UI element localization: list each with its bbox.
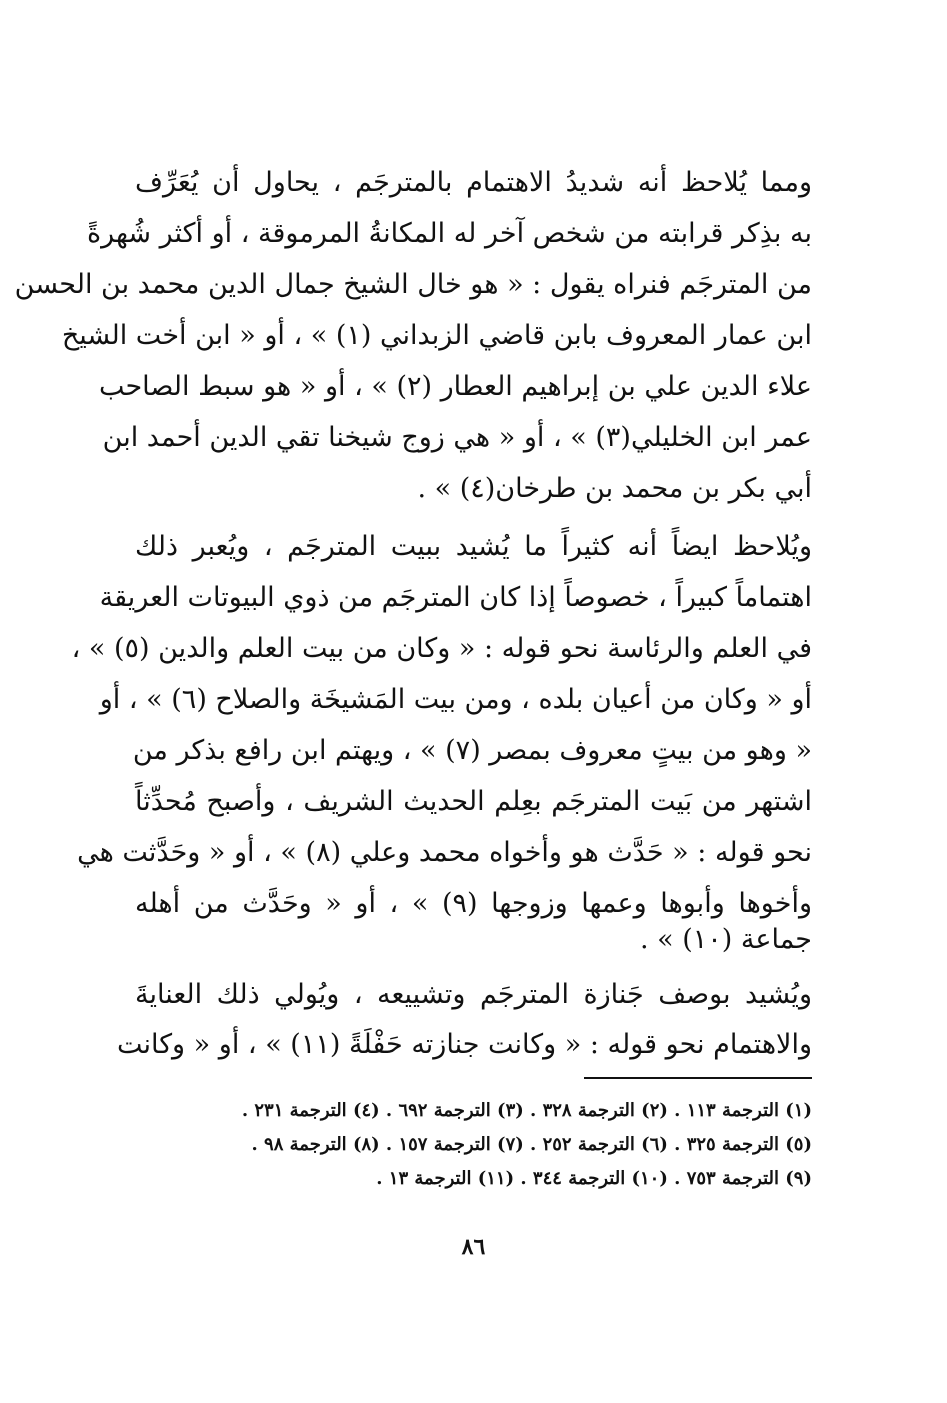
text-line: نحو قوله : « حَدَّث هو وأخواه محمد وعلي (٨) » ، أو « وحَدَّثت هي [77, 837, 812, 868]
text-line: عمر ابن الخليلي(٣) » ، أو « هي زوج شيخنا تقي الدين أحمد ابن [102, 422, 812, 453]
text-line: في العلم والرئاسة نحو قوله : « وكان من بيت العلم والدين (٥) » ، [71, 633, 812, 664]
text-line: ومما يُلاحظ أنه شديدُ الاهتمام بالمترجَم ، يحاول أن يُعَرِّف [135, 167, 812, 198]
text-line: من المترجَم فنراه يقول : « هو خال الشيخ جمال الدين محمد بن الحسن [14, 269, 812, 300]
footnote-line: (١) الترجمة ١١٣ . (٢) الترجمة ٣٢٨ . (٣) الترجمة ٦٩٢ . (٤) الترجمة ٢٣١ . [241, 1100, 812, 1121]
text-line: اهتماماً كبيراً ، خصوصاً إذا كان المترجَم من ذوي البيوتات العريقة [99, 582, 812, 613]
text-line: ويُشيد بوصف جَنازة المترجَم وتشييعه ، ويُولي ذلك العنايةَ [135, 979, 812, 1010]
footnote-line: (٩) الترجمة ٧٥٣ . (١٠) الترجمة ٣٤٤ . (١١) الترجمة ١٣ . [376, 1168, 812, 1189]
text-line: به بذِكر قرابته من شخص آخر له المكانةُ المرموقة ، أو أكثر شُهرةً [86, 218, 812, 249]
text-line: وأخوها وأبوها وعمها وزوجها (٩) » ، أو « وحَدَّث من أهله [135, 888, 812, 919]
text-line: ويُلاحظ ايضاً أنه كثيراً ما يُشيد ببيت المترجَم ، ويُعبر ذلك [135, 531, 812, 562]
text-line: والاهتمام نحو قوله : « وكانت جنازته حَفْلَةً (١١) » ، أو « وكانت [116, 1029, 812, 1060]
text-line: « وهو من بيتٍ معروف بمصر (٧) » ، ويهتم ابن رافع بذكر من [132, 735, 812, 766]
text-line: جماعة (١٠) » . [639, 924, 812, 955]
text-line: ابن عمار المعروف بابن قاضي الزبداني (١) » ، أو « ابن أخت الشيخ [61, 320, 812, 351]
text-line: أو « وكان من أعيان بلده ، ومن بيت المَشيخَة والصلاح (٦) » ، أو [99, 684, 812, 715]
footnote-separator [584, 1077, 812, 1079]
text-line: اشتهر من بَيت المترجَم بعِلم الحديث الشريف ، وأصبح مُحدِّثاً [135, 786, 812, 817]
footnote-line: (٥) الترجمة ٣٢٥ . (٦) الترجمة ٢٥٢ . (٧) الترجمة ١٥٧ . (٨) الترجمة ٩٨ . [251, 1134, 812, 1155]
text-line: أبي بكر بن محمد بن طرخان(٤) » . [417, 473, 812, 504]
page-number: ٨٦ [461, 1234, 486, 1260]
text-line: علاء الدين علي بن إبراهيم العطار (٢) » ، أو « هو سبط الصاحب [98, 371, 812, 402]
